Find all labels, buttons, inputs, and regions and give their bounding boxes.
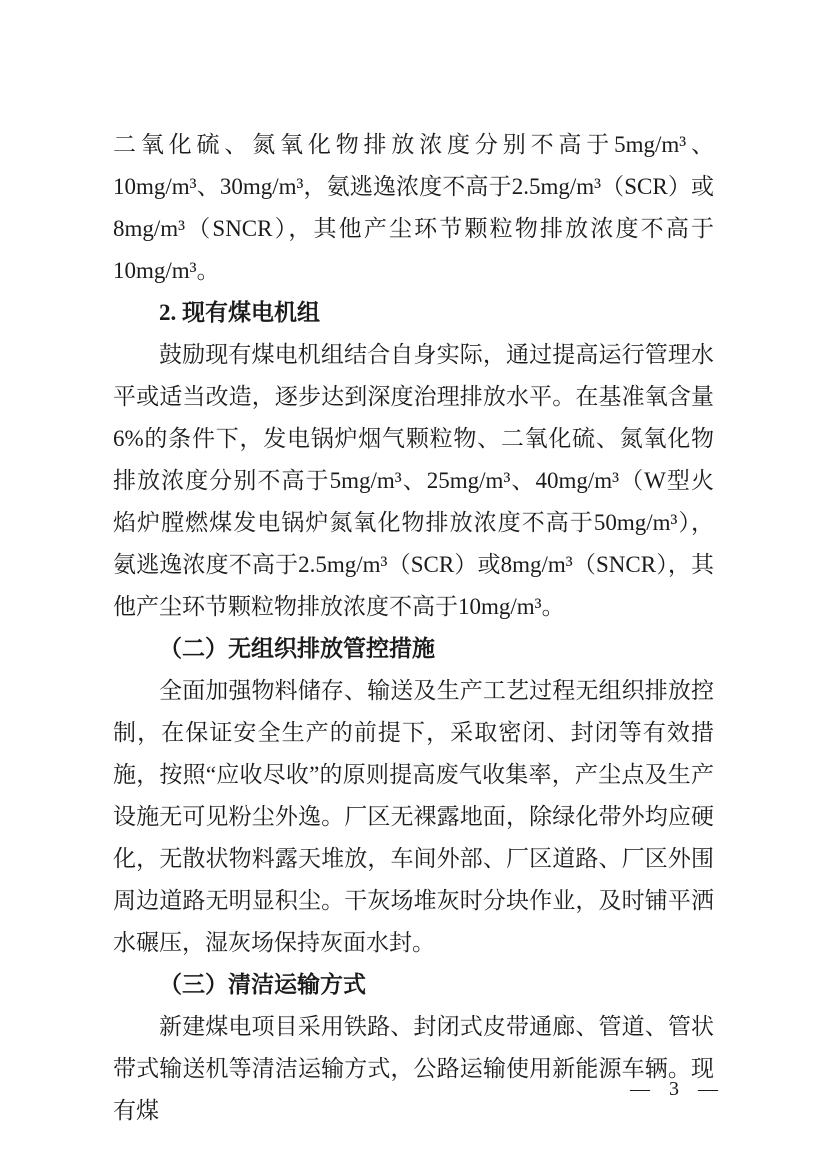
document-content [113, 124, 714, 1132]
paragraph-clean-transport: 新建煤电项目采用铁路、封闭式皮带通廊、管道、管状带式输送机等清洁运输方式，公路运输使用新能源车辆。现有煤 [113, 1014, 714, 1123]
page-number: — 3 — [630, 1078, 720, 1100]
section-heading-existing-coal-units: 2. 现有煤电机组 [159, 300, 320, 325]
paragraph-existing-coal-units: 鼓励现有煤电机组结合自身实际，通过提高运行管理水平或适当改造，逐步达到深度治理排放水平。在基准氧含量6%的条件下，发电锅炉烟气颗粒物、二氧化硫、氮氧化物排放浓度分别不高于5mg/m³、25mg/m³、40mg/m³（W型火焰炉膛燃煤发电锅炉氮氧化物排放浓度不高于50mg/m³），氨逃逸浓度不高于2.5mg/m³（SCR）或8mg/m³（SNCR），其他产尘环节颗粒物排放浓度不高于10mg/m³。 [113, 342, 714, 619]
section-heading-clean-transport: （三）清洁运输方式 [159, 972, 366, 997]
paragraph-fugitive-emission-control: 全面加强物料储存、输送及生产工艺过程无组织排放控制，在保证安全生产的前提下，采取密闭、封闭等有效措施，按照“应收尽收”的原则提高废气收集率，产尘点及生产设施无可见粉尘外逸。厂区无裸露地面，除绿化带外均应硬化，无散状物料露天堆放，车间外部、厂区道路、厂区外围周边道路无明显积尘。干灰场堆灰时分块作业，及时铺平洒水碾压，湿灰场保持灰面水封。 [113, 678, 714, 955]
section-heading-fugitive-emission-control: （二）无组织排放管控措施 [159, 636, 435, 661]
paragraph-continued-from-previous-page: 二氧化硫、氮氧化物排放浓度分别不高于5mg/m³、10mg/m³、30mg/m³，氨逃逸浓度不高于2.5mg/m³（SCR）或8mg/m³（SNCR），其他产尘环节颗粒物排放浓度不高于10mg/m³。 [113, 132, 714, 283]
